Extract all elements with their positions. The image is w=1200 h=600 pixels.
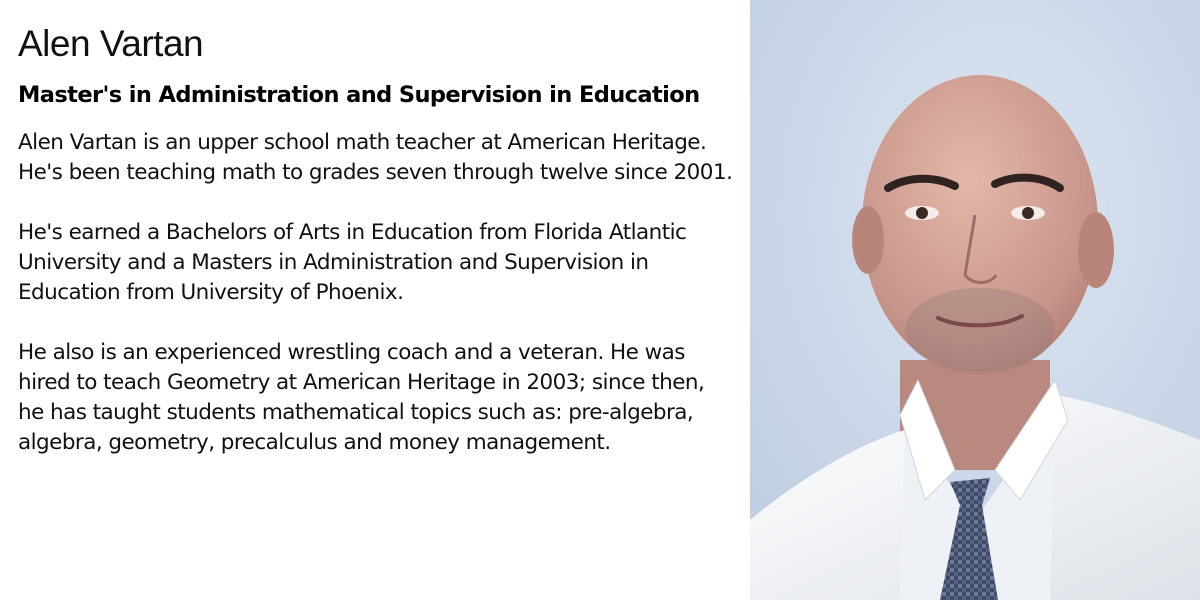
stubble <box>905 288 1055 372</box>
bio-paragraph-experience: He also is an experienced wrestling coach and a veteran. He was hired to teach Geometry at American Heritage in 2003; since then, he has taught students mathematical topics such as: pre-algebra, algebra, geometry, precalculus and money management. <box>18 340 705 455</box>
pupil-left <box>916 207 928 219</box>
portrait-photo <box>750 0 1200 600</box>
ear-left <box>852 206 884 274</box>
degree-title: Master's in Administration and Supervision in Education <box>18 82 700 108</box>
bio-paragraph-intro: Alen Vartan is an upper school math teacher at American Heritage. He's been teaching math to grades seven through twelve since 2001. <box>18 130 733 185</box>
person-name: Alen Vartan <box>18 23 204 64</box>
portrait-illustration <box>750 0 1200 600</box>
pupil-right <box>1022 207 1034 219</box>
bio-paragraph-education: He's earned a Bachelors of Arts in Education from Florida Atlantic University and a Masters in Administration and Supervision in Education from University of Phoenix. <box>18 220 687 305</box>
ear-right <box>1078 212 1114 288</box>
bio-column <box>18 22 734 458</box>
